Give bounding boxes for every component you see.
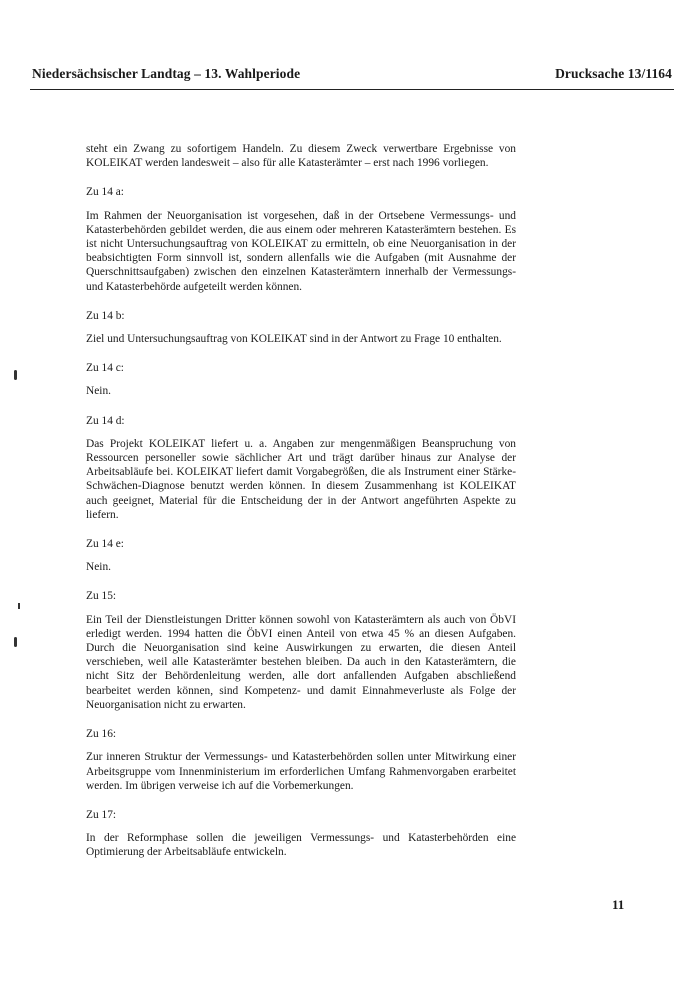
- section-heading-15: Zu 15:: [86, 590, 117, 603]
- section-heading-14a: Zu 14 a:: [86, 186, 124, 199]
- section-heading-14d: Zu 14 d:: [86, 414, 125, 427]
- header-title: Niedersächsischer Landtag – 13. Wahlperiode: [32, 66, 301, 81]
- section-text-14c: Nein.: [86, 385, 111, 398]
- document-body: [86, 142, 516, 860]
- section-text-16: Zur inneren Struktur der Vermessungs- und Katasterbehörden sollen unter Mitwirkung einer Arbeitsgruppe vom Innenministerium im erforderlichen Umfang Rahmenvorgaben erarbeitet werden. Im übrigen verweise ich auf die Vorbemerkungen.: [86, 751, 516, 792]
- intro-paragraph: steht ein Zwang zu sofortigem Handeln. Zu diesem Zweck verwertbare Ergebnisse von KOLEIKAT werden landesweit – also für alle Katasterämter – erst nach 1996 vorliegen.: [86, 143, 516, 170]
- section-heading-17: Zu 17:: [86, 808, 117, 821]
- section-heading-16: Zu 16:: [86, 728, 117, 741]
- section-heading-14e: Zu 14 e:: [86, 538, 124, 551]
- scan-speck: [14, 370, 17, 380]
- section-text-15: Ein Teil der Dienstleistungen Dritter können sowohl von Katasterämtern als auch von ÖbVI erledigt werden. 1994 hatten die ÖbVI einen Anteil von etwa 45 % an diesen Aufgaben. Durch die Neuorganisation sind keine Auswirkungen zu erwarten, die diesen Anteil verschieben, weil alle Katasterämter bestehen bleiben. Da auch in den Katasterämtern, die nicht Sitz der Behördenleitung werden, alle dort anfallenden Aufgaben abschließend bearbeitet werden können, sind Kompetenz- und damit Einnahmeverluste als Folge der Neuorganisation nicht zu erwarten.: [86, 613, 516, 711]
- page-number: 11: [612, 897, 625, 912]
- section-heading-14c: Zu 14 c:: [86, 362, 124, 375]
- header-rule: [30, 89, 674, 90]
- page-header: [32, 66, 672, 82]
- scan-speck: [18, 603, 20, 609]
- section-text-14e: Nein.: [86, 561, 111, 574]
- section-text-14d: Das Projekt KOLEIKAT liefert u. a. Angaben zur mengenmäßigen Beanspruchung von Ressourcen personeller sowie sächlicher Art und trägt darüber hinaus zur Analyse der Arbeitsabläufe bei. KOLEIKAT liefert damit Vorgabegrößen, die als Instrument einer Stärke-Schwächen-Diagnose benutzt werden können. In diesem Zusammenhang ist KOLEIKAT auch geeignet, Material für die Entscheidung der in der Antwort angeführten Aspekte zu liefern.: [86, 437, 516, 521]
- document-number: Drucksache 13/1164: [555, 66, 672, 81]
- section-text-14b: Ziel und Untersuchungsauftrag von KOLEIKAT sind in der Antwort zu Frage 10 enthalten.: [86, 333, 502, 346]
- section-text-14a: Im Rahmen der Neuorganisation ist vorgesehen, daß in der Ortsebene Vermessungs- und Katasterbehörden gebildet werden, die aus einem oder mehreren Katasterämtern bestehen. Es ist nicht Untersuchungsauftrag von KOLEIKAT zu ermitteln, ob eine Neuorganisation in der beabsichtigten Form sinnvoll ist, sondern allenfalls wie die Aufgaben (mit Ausnahme der Querschnittsaufgaben) zwischen den einzelnen Katasterämtern innerhalb der Vermessungs- und Katasterbehörde aufgeteilt werden können.: [86, 209, 516, 293]
- section-text-17: In der Reformphase sollen die jeweiligen Vermessungs- und Katasterbehörden eine Optimierung der Arbeitsabläufe entwickeln.: [86, 832, 516, 859]
- scan-speck: [14, 637, 17, 647]
- section-heading-14b: Zu 14 b:: [86, 309, 125, 322]
